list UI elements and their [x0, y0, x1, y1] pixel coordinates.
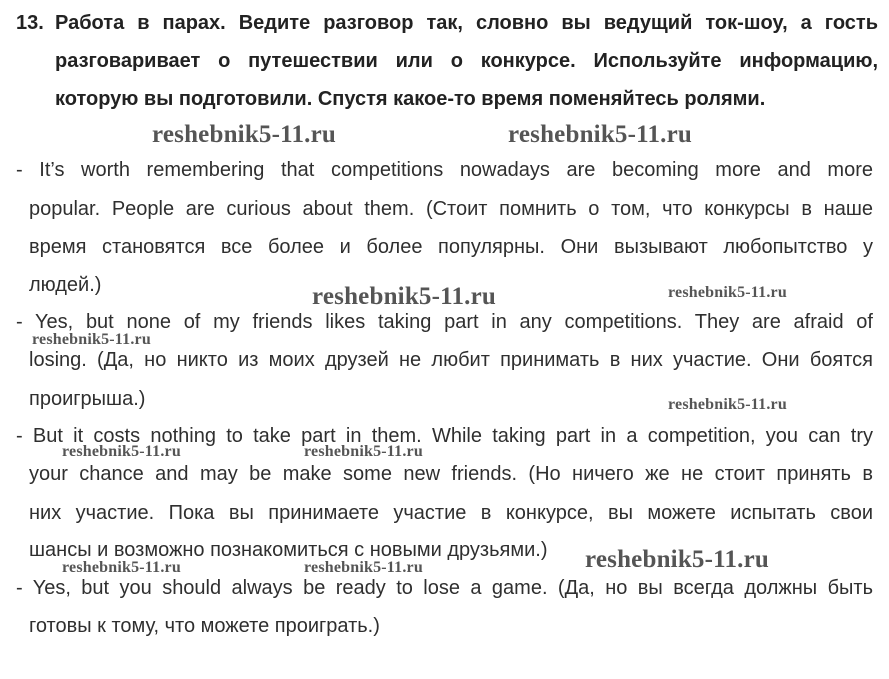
watermark: reshebnik5-11.ru — [508, 121, 693, 148]
dialogue-line: проигрыша.) — [29, 388, 146, 410]
watermark: reshebnik5-11.ru — [304, 559, 423, 576]
dialogue-line: - Yes, but you should always be ready to lose a game. (Да, но вы всегда должны быть — [16, 577, 873, 599]
dialogue-line: - Yes, but none of my friends likes taking part in any competitions. They are afraid of — [16, 311, 873, 333]
watermark: reshebnik5-11.ru — [668, 284, 787, 301]
watermark: reshebnik5-11.ru — [62, 443, 181, 460]
watermark: reshebnik5-11.ru — [585, 546, 770, 573]
dialogue-line: your chance and may be make some new friends. (Но ничего же не стоит принять в — [29, 463, 873, 485]
dialogue-line: - It’s worth remembering that competitions nowadays are becoming more and more — [16, 159, 873, 181]
watermark: reshebnik5-11.ru — [668, 396, 787, 413]
watermark: reshebnik5-11.ru — [312, 283, 497, 310]
dialogue-line: время становятся все более и более популярны. Они вызывают любопытство у — [29, 236, 873, 258]
dialogue-line: шансы и возможно познакомиться с новыми друзьями.) — [29, 539, 548, 561]
watermark: reshebnik5-11.ru — [62, 559, 181, 576]
dialogue-line: losing. (Да, но никто из моих друзей не любит принимать в них участие. Они боятся — [29, 349, 873, 371]
task-instruction: Работа в парах. Ведите разговор так, словно вы ведущий ток-шоу, а гость разговаривает о путешествии или о конкурсе. Используйте информацию, которую вы подготовили. Спустя какое-то время поменяйтесь ролями. — [55, 12, 878, 110]
watermark: reshebnik5-11.ru — [152, 121, 337, 148]
dialogue-line: них участие. Пока вы принимаете участие в конкурсе, вы можете испытать свои — [29, 502, 873, 524]
task-number: 13. — [16, 12, 44, 34]
dialogue-line: готовы к тому, что можете проиграть.) — [29, 615, 380, 637]
dialogue-line: popular. People are curious about them. (Стоит помнить о том, что конкурсы в наше — [29, 198, 873, 220]
dialogue-line: людей.) — [29, 274, 102, 296]
watermark: reshebnik5-11.ru — [32, 331, 151, 348]
task-heading — [16, 4, 878, 118]
watermark: reshebnik5-11.ru — [304, 443, 423, 460]
dialogue-line: - But it costs nothing to take part in them. While taking part in a competition, you can try — [16, 425, 873, 447]
